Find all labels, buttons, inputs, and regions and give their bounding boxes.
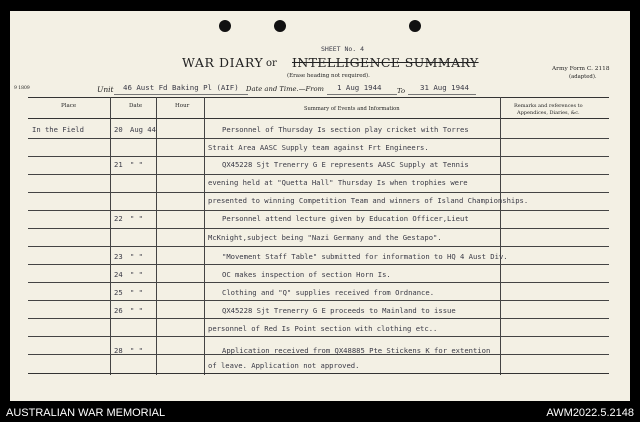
footer-institution: AUSTRALIAN WAR MEMORIAL xyxy=(6,407,166,419)
entry-month: " " xyxy=(130,270,143,279)
army-form-label: Army Form C. 2118 xyxy=(552,66,610,72)
entry-text: Clothing and "Q" supplies received from Ordnance. xyxy=(222,288,435,297)
col-header-summary: Summary of Events and Information xyxy=(304,106,400,112)
row-rule xyxy=(28,246,609,247)
date-to-value: 31 Aug 1944 xyxy=(420,83,469,92)
date-to-label: To xyxy=(397,87,406,95)
row-rule xyxy=(28,192,609,193)
entry-text: QX45228 Sjt Trenerry G E proceeds to Mainland to issue xyxy=(222,306,456,315)
punch-hole-left xyxy=(219,20,231,32)
entry-text: McKnight,subject being "Nazi Germany and the Gestapo". xyxy=(208,233,442,242)
row-rule xyxy=(28,156,609,157)
entry-text: Personnel attend lecture given by Education Officer,Lieut xyxy=(222,214,469,223)
table-header-rule xyxy=(28,118,609,119)
sheet-number: SHEET No. 4 xyxy=(321,45,365,53)
entry-day: 24 xyxy=(114,270,123,279)
entry-month: " " xyxy=(130,160,143,169)
entry-place: In the Field xyxy=(32,125,84,134)
row-rule xyxy=(28,336,609,337)
col-header-place: Place xyxy=(61,103,77,109)
title-intelligence-summary: INTELLIGENCE SUMMARY xyxy=(292,55,479,70)
entry-text: personnel of Red Is Point section with clothing etc.. xyxy=(208,324,438,333)
entry-text: OC makes inspection of section Horn Is. xyxy=(222,270,391,279)
col-header-hour: Hour xyxy=(175,103,190,109)
entry-text: Application received from QX48885 Pte Stickens K for extention xyxy=(222,346,491,355)
col-header-date: Date xyxy=(129,103,143,109)
row-rule xyxy=(28,300,609,301)
title-or: or xyxy=(266,58,277,69)
entry-text: of leave. Application not approved. xyxy=(208,361,360,370)
date-from-underline xyxy=(327,94,397,95)
date-time-label: Date and Time.—From xyxy=(246,85,324,93)
erase-note: (Erase heading not required). xyxy=(287,73,370,79)
table-top-rule xyxy=(28,97,609,98)
entry-day: 25 xyxy=(114,288,123,297)
entry-month: " " xyxy=(130,288,143,297)
row-rule xyxy=(28,174,609,175)
entry-month: " " xyxy=(130,214,143,223)
entry-text: Strait Area AASC Supply team against Frt Engineers. xyxy=(208,143,429,152)
war-diary-page xyxy=(10,11,630,401)
row-rule xyxy=(28,282,609,283)
entry-day: 26 xyxy=(114,306,123,315)
row-rule xyxy=(28,138,609,139)
title-war-diary: WAR DIARY xyxy=(182,55,264,70)
entry-month: " " xyxy=(130,346,143,355)
entry-day: 21 xyxy=(114,160,123,169)
unit-underline xyxy=(114,94,248,95)
col-header-remarks-2: Appendices, Diaries, &c. xyxy=(517,110,580,116)
unit-label: Unit xyxy=(97,85,114,94)
row-rule xyxy=(28,228,609,229)
entry-text: evening held at "Quetta Hall" Thursday Is when trophies were xyxy=(208,178,468,187)
army-form-adapted: (adapted). xyxy=(569,74,597,80)
entry-month: " " xyxy=(130,306,143,315)
entry-text: Personnel of Thursday Is section play cricket with Torres xyxy=(222,125,469,134)
date-from-value: 1 Aug 1944 xyxy=(337,83,382,92)
entry-text: "Movement Staff Table" submitted for information to HQ 4 Aust Div. xyxy=(222,252,508,261)
entry-month: Aug 44 xyxy=(130,125,156,134)
col-header-remarks: Remarks and references to xyxy=(514,103,583,109)
entry-month: " " xyxy=(130,252,143,261)
punch-hole-right xyxy=(409,20,421,32)
punch-hole-center xyxy=(274,20,286,32)
row-rule xyxy=(28,210,609,211)
entry-day: 20 xyxy=(114,125,123,134)
corner-code: 9 1809 xyxy=(14,86,30,91)
unit-value: 46 Aust Fd Baking Pl (AIF) xyxy=(123,83,239,92)
entry-text: presented to winning Competition Team and winners of Island Championships. xyxy=(208,196,529,205)
row-rule xyxy=(28,264,609,265)
date-to-underline xyxy=(408,94,476,95)
entry-day: 22 xyxy=(114,214,123,223)
footer-accession-number: AWM2022.5.2148 xyxy=(546,407,634,419)
table-bottom-rule xyxy=(28,373,609,374)
entry-day: 23 xyxy=(114,252,123,261)
row-rule xyxy=(28,318,609,319)
entry-day: 28 xyxy=(114,346,123,355)
entry-text: QX45228 Sjt Trenerry G E represents AASC Supply at Tennis xyxy=(222,160,469,169)
